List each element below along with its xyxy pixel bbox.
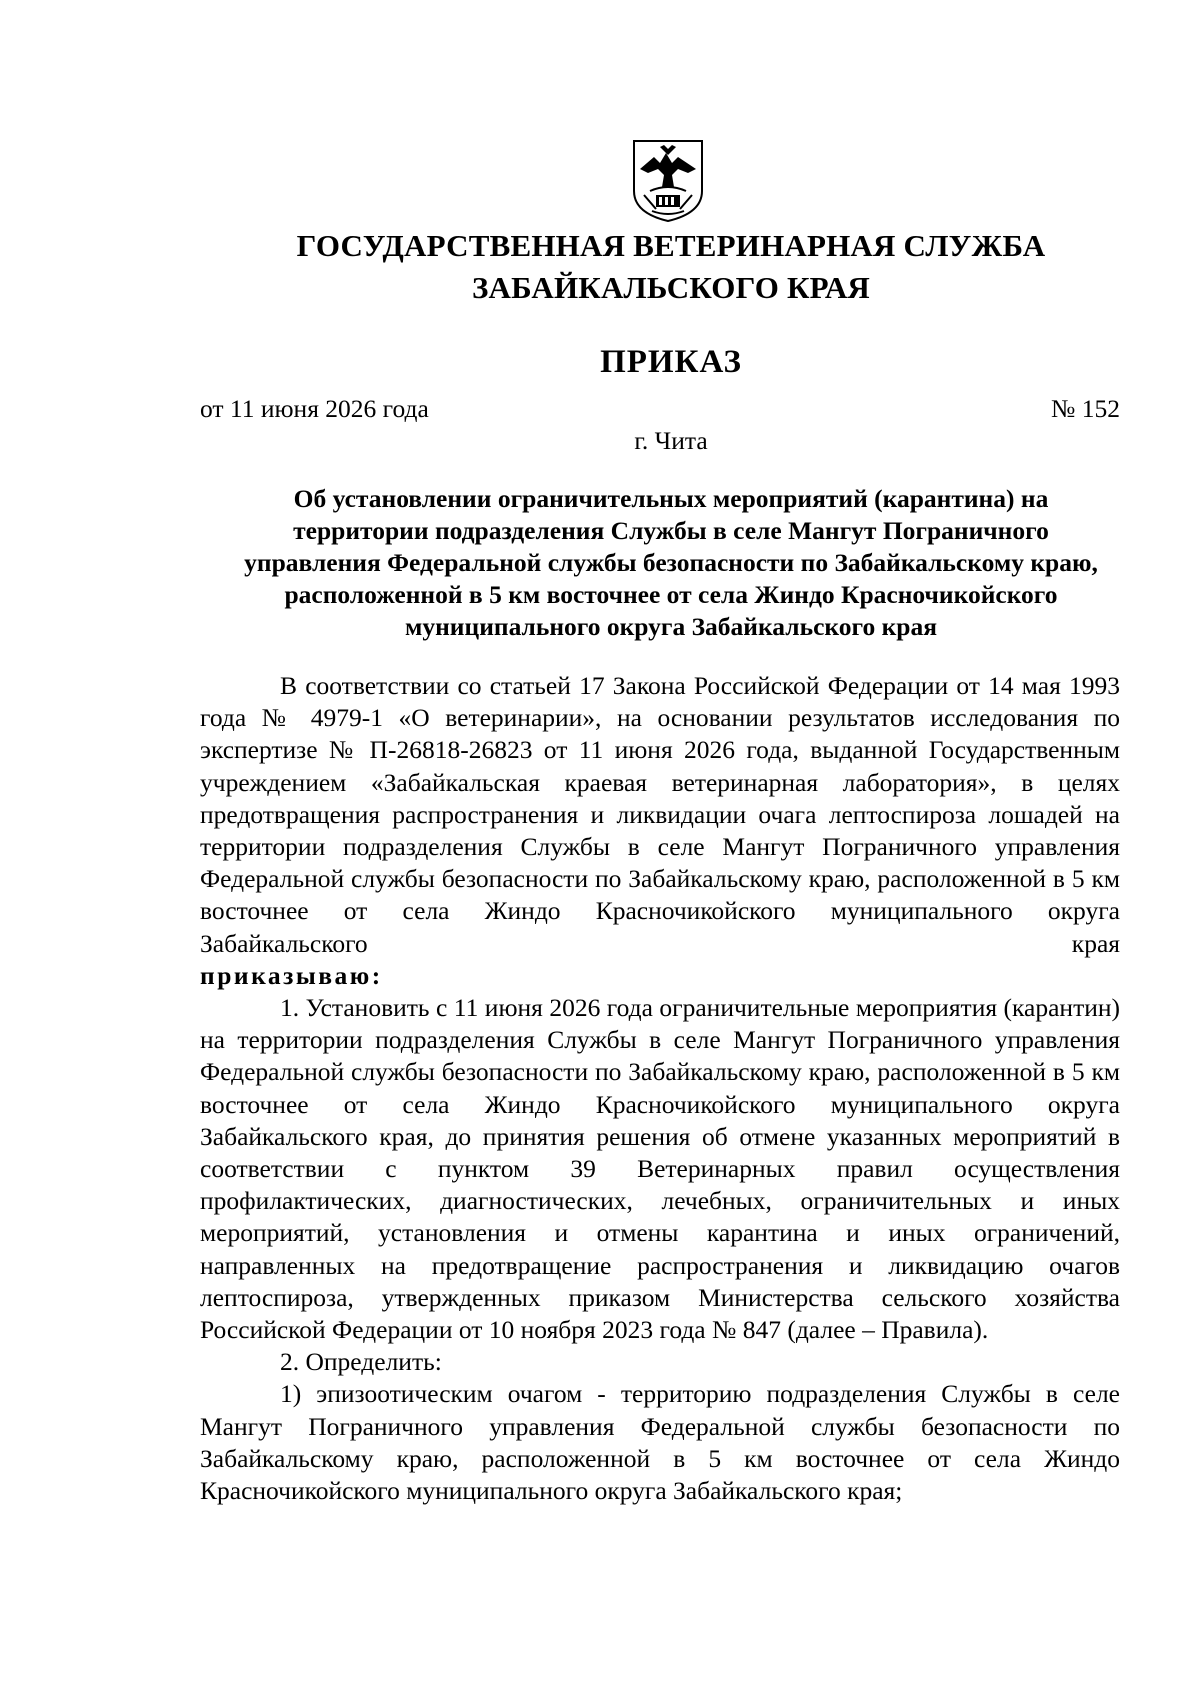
- coat-of-arms-emblem: [630, 139, 706, 223]
- agency-name-line2: ЗАБАЙКАЛЬСКОГО КРАЯ: [471, 270, 871, 305]
- item-1-paragraph: 1. Установить с 11 июня 2026 года ограничительные мероприятия (карантин) на территории подразделения Службы в селе Мангут Пограничного управления Федеральной службы безопасности по Забайкальскому краю, расположенной в 5 км восточнее от села Жиндо Красночикойского муниципального округа Забайкальского края, до принятия решения об отмене указанных мероприятий в соответствии с пунктом 39 Ветеринарных правил осуществления профилактических, диагностических, лечебных, ограничительных и иных мероприятий, установления и отмены карантина и иных ограничений, направленных на предотвращение распространения и ликвидацию очагов лептоспироза, утвержденных приказом Министерства сельского хозяйства Российской Федерации от 10 ноября 2023 года № 847 (далее – Правила).: [200, 993, 1120, 1345]
- agency-name: [0, 225, 1200, 309]
- agency-name-line1: ГОСУДАРСТВЕННАЯ ВЕТЕРИНАРНАЯ СЛУЖБА: [296, 228, 1046, 263]
- order-word: приказываю:: [200, 960, 383, 990]
- document-city: г. Чита: [634, 426, 708, 455]
- document-number: № 152: [1051, 394, 1120, 423]
- document-body: [200, 670, 1120, 1507]
- document-date: от 11 июня 2026 года: [200, 394, 429, 423]
- item-2-1-paragraph: 1) эпизоотическим очагом - территорию подразделения Службы в селе Мангут Пограничного управления Федеральной службы безопасности по Забайкальскому краю, расположенной в 5 км восточнее от села Жиндо Красночикойского муниципального округа Забайкальского края;: [200, 1379, 1120, 1506]
- document-subject: Об установлении ограничительных мероприятий (карантина) на территории подразделения Службы в селе Мангут Пограничного управления Федеральной службы безопасности по Забайкальскому краю, расположенной в 5 км восточнее от села Жиндо Красночикойского муниципального округа Забайкальского края: [244, 484, 1098, 641]
- document-type: ПРИКАЗ: [600, 344, 742, 380]
- item-2-paragraph: 2. Определить:: [280, 1347, 442, 1377]
- preamble-paragraph: В соответствии со статьей 17 Закона Российской Федерации от 14 мая 1993 года № 4979-1 «О ветеринарии», на основании результатов исследования по экспертизе № П-26818-26823 от 11 июня 2026 года, выданной Государственным учреждением «Забайкальская краевая ветеринарная лаборатория», в целях предотвращения распространения и ликвидации очага лептоспироза лошадей на территории подразделения Службы в селе Мангут Пограничного управления Федеральной службы безопасности по Забайкальскому краю, расположенной в 5 км восточнее от села Жиндо Красночикойского муниципального округа Забайкальского края: [200, 671, 1120, 958]
